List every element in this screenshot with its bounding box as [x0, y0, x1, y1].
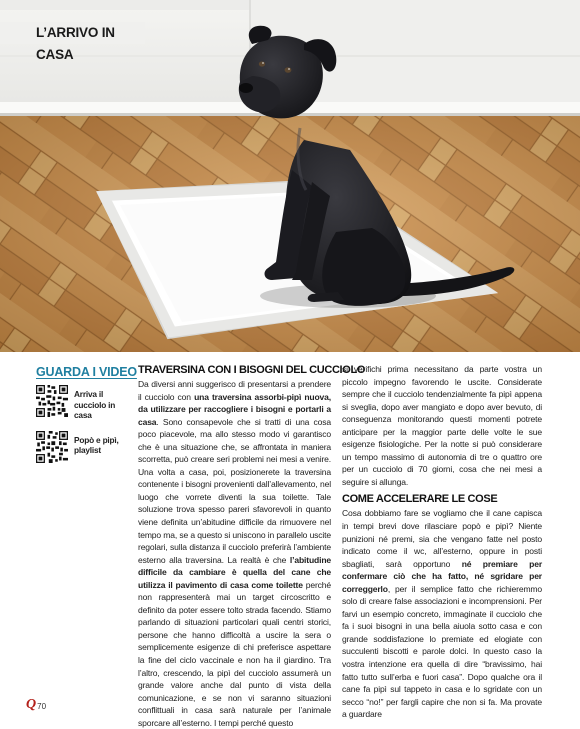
sidebar-title: GUARDA I VIDEO — [36, 365, 137, 379]
article-heading-accelerare: COME ACCELERARE LE COSE — [342, 493, 498, 506]
page-folio — [26, 696, 46, 712]
article-column-1 — [138, 363, 366, 729]
article-paragraph-traversina — [138, 378, 331, 729]
video-label-playlist[interactable]: Popò e pipì, playlist — [74, 434, 119, 455]
article-paragraph-continuation: si verifichi prima necessitano da parte vostra un piccolo impegno favorendo le uscite. Considerate sempre che il cucciolo tendenzialmente fa pipì appena si sveglia, dopo aver mangiato e dopo aver bevuto, di conseguenza monitorando questi momenti potrete anticipare per la maggior parte delle volte le sue esigenze fisiologiche. Per la notte si può considerare un tempo massimo di autonomia di tre o quattro ore per un cucciolo di 70 giorni, cosa che nei mesi a seguire si allunga. — [342, 364, 542, 487]
video-sidebar — [36, 365, 137, 463]
section-title: L’ARRIVO IN CASA — [0, 22, 145, 44]
page-number: 70 — [37, 702, 47, 711]
article-heading-traversina: TRAVERSINA CON I BISOGNI DEL CUCCIOLO — [138, 364, 366, 376]
article-paragraph-accelerare — [342, 507, 542, 720]
magazine-logo: Q — [26, 697, 37, 712]
text-run: perché non rappresenterà mai un target circoscritto e definito da poter essere tolto strada facendo. Stiamo parlando di situazioni particolari quali centri storici, persone che hanno difficoltà a uscire la sera o semplicemente esigenze di chi preferisce aspettare la fine del ciclo vaccinale e non ha il giardino. Tra l’altro, crescendo, la pipì del cucciolo assumerà un grande valore anche dal punto di vista della comunicazione, e se non vi saranno situazioni conflittuali in casa sarà naturale per l’animale sporcare all’esterno. I tempi perché questo — [138, 579, 331, 728]
text-run-bold: l’abitudine difficile da cambiare è quella del cane che utilizza il pavimento di casa come toilette — [138, 554, 331, 590]
video-label-arrivo[interactable]: Arriva il cucciolo in casa — [74, 389, 116, 420]
qr-code-icon[interactable] — [36, 431, 68, 463]
text-run: , per il semplice fatto che richieremmo solo di creare false associazioni e incomprensioni. Per farvi un esempio concreto, immaginate il cucciolo che fa i suoi bisogni in una bella aiuola sotto casa e con grande soddisfazione lo premiate ed elogiate con succulenti biscotti e parole dolci. In questo caso la vostra intenzione era quella di dire “bravissimo, hai fatto tutto sull’erba e fuori casa”. Dopo qualche ora il cane fa pipì sul tappeto in casa e lo sgridate con un secco “no!” per fargli capire che non si fa. Ma provate a guardare — [342, 583, 542, 720]
article-column-2 — [342, 363, 542, 721]
video-link-playlist[interactable] — [36, 431, 128, 463]
text-run: Cosa dobbiamo fare se vogliamo che il cane capisca in tempi brevi dove rilasciare popò e pipì? Niente punizioni né premi, sia che vengano fatte nel posto indicato come il wc, all’esterno, oppure in posti sbagliati, sarà opportuno — [342, 508, 542, 569]
text-run-bold: una traversina assorbi-pipì nuova, da utilizzare per raccogliere i bisogni e portarli a casa — [138, 391, 331, 427]
qr-code-icon[interactable] — [36, 385, 68, 417]
text-run: Da diversi anni suggerisco di presentarsi a prendere il cucciolo con — [138, 379, 331, 402]
video-link-arrivo[interactable] — [36, 385, 128, 421]
text-run-bold: né premiare per confermare ciò che ha fatto, né sgridare per correggerlo — [342, 558, 542, 594]
puppy-on-pad-illustration — [0, 0, 580, 352]
text-run: . Sono consapevole che si tratti di una cosa poco piacevole, ma allo stesso modo vi garantisco che è una situazione che, se affrontata in maniera scorretta, può creare seri problemi nei mesi a venire. Una volta a casa, poi, posizionerete la traversina contenente i bisogni provenienti dall’allevamento, nel luogo che vorrete diventi la sua toilette. Tale soluzione trova spesso pareri sfavorevoli in quanto viene definita un’abitudine difficile da rimuovere nel tempo ma, se a questo si uniscono in parallelo uscite regolari, sulla distanza il cucciolo preferirà l’ambiente esterno alla traversina. La realtà è che — [138, 416, 331, 565]
hero-photo — [0, 0, 580, 352]
